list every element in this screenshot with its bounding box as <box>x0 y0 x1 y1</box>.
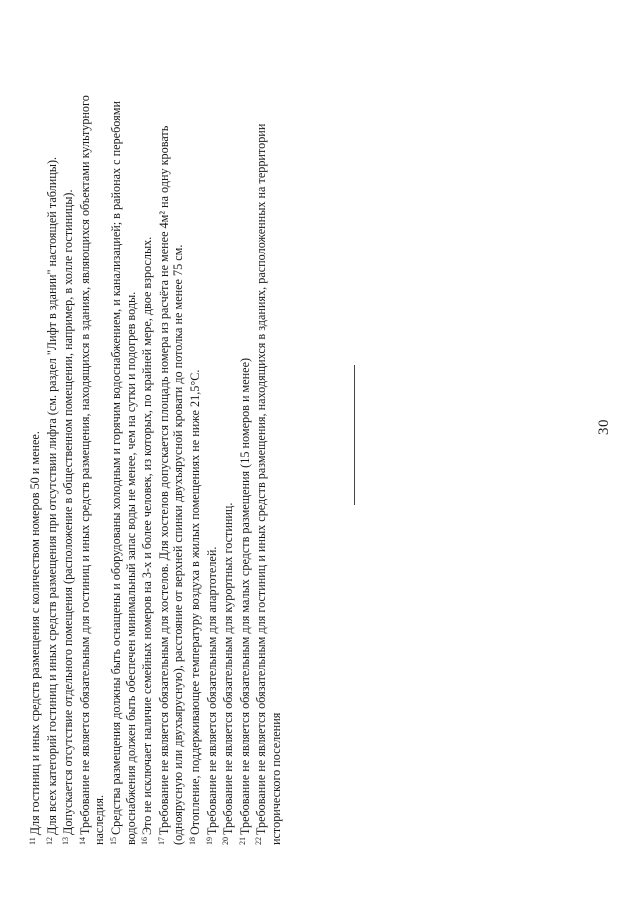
footnotes-list <box>26 85 284 845</box>
footnote <box>26 85 43 845</box>
footnote-text: Отопление, поддерживающее температуру воздуха в жилых помещениях не ниже 21,5°С. <box>187 369 202 835</box>
footnote-text: Требование не является обязательным для хостелов. Для хостелов допускается площадь номера из расчёта не менее 4м² на одну кровать (одноярусную или двухъярусную), расстояние от верхней спинки двухъярусной кровати до потолка не менее 75 см. <box>156 125 186 845</box>
footnote <box>252 85 283 845</box>
footnote-text: Средства размещения должны быть оснащены и оборудованы холодным и горячим водоснабжением, и канализацией; в районах с перебоями водоснабжения должен быть обеспечен минимальный запас воды не менее, чем на сутки и подогрев воды. <box>108 101 138 845</box>
footnote <box>155 85 186 845</box>
footnote-text: Для всех категорий гостиниц и иных средств размещения при отсутствии лифта (см. раздел "Лифт в здании" настоящей таблицы). <box>44 156 59 835</box>
footnote <box>236 85 253 845</box>
footnote-text: Требование не является обязательным для гостиниц и иных средств размещения, находящихся в зданиях, расположенных на территории исторического поселения <box>254 123 283 845</box>
footnote <box>43 85 60 845</box>
footnote-text: Требование не является обязательным для малых средств размещения (15 номеров и менее) <box>237 357 252 835</box>
footnote-number: 20 <box>221 837 231 845</box>
footnote <box>76 85 107 845</box>
footnote <box>203 85 220 845</box>
footnote-number: 21 <box>237 837 247 845</box>
footnote-number: 12 <box>44 837 54 845</box>
separator-line <box>354 365 355 505</box>
footnote-number: 18 <box>187 837 197 845</box>
footnote <box>186 85 203 845</box>
footnote-number: 15 <box>108 837 118 845</box>
footnote-number: 16 <box>140 837 150 845</box>
footnote <box>138 85 155 845</box>
footnote-number: 22 <box>254 837 264 845</box>
footnote <box>107 85 138 845</box>
footnote-text: Для гостиниц и иных средств размещения с количеством номеров 50 и менее. <box>28 431 42 836</box>
footnote-text: Это не исключает наличие семейных номеров на 3-х и более человек, из которых, по крайней мере, двое взрослых. <box>140 236 155 835</box>
footnote-number: 13 <box>61 837 71 845</box>
page-number: 30 <box>596 419 612 435</box>
footnote-number: 14 <box>77 837 87 845</box>
footnote-text: Требование не является обязательным для курортных гостиниц. <box>221 502 236 835</box>
footnote-text: Требование не является обязательным для апартотелей. <box>204 546 219 835</box>
footnote <box>219 85 236 845</box>
footnote-number: 11 <box>28 837 37 845</box>
footnote <box>59 85 76 845</box>
footnote-text: Допускается отсутствие отдельного помещения (расположение в общественном помещении, например, в холле гостиницы). <box>61 189 76 835</box>
footnote-text: Требование не является обязательным для гостиниц и иных средств размещения, находящихся в зданиях, являющихся объектами культурного наследия. <box>77 95 107 845</box>
footnote-number: 17 <box>156 837 166 845</box>
footnote-number: 19 <box>204 837 214 845</box>
